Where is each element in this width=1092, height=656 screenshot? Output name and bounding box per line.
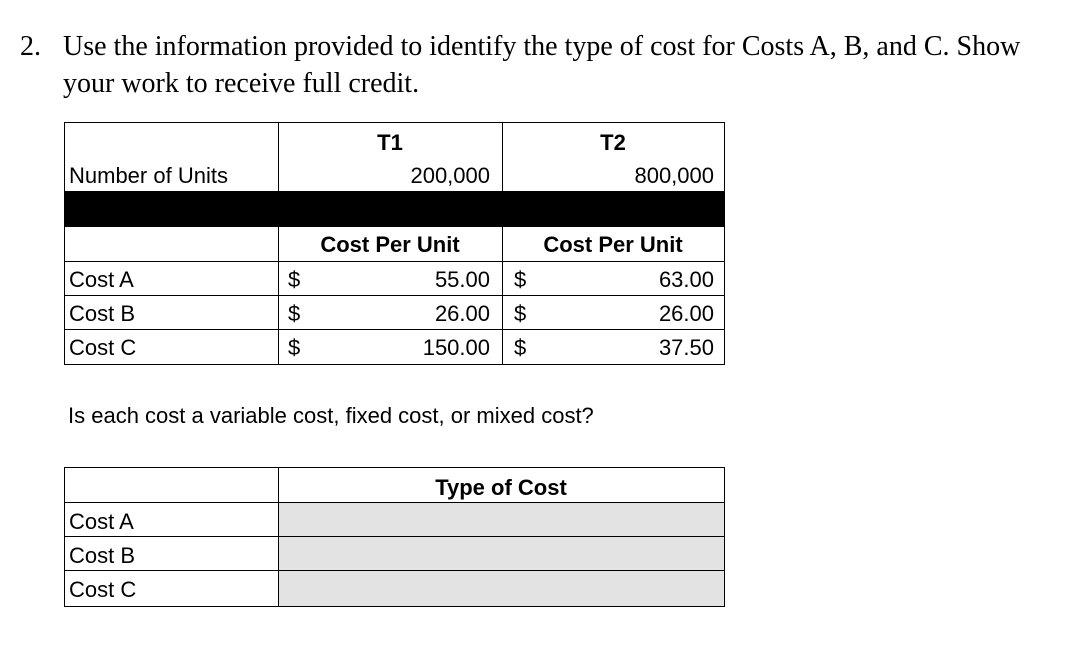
currency-symbol: $ bbox=[514, 335, 527, 360]
column-header-t2: T2 bbox=[600, 130, 626, 155]
table-line bbox=[64, 261, 725, 262]
answer-cell-cost-c[interactable] bbox=[279, 571, 724, 606]
table-line bbox=[64, 329, 725, 330]
row-label-cost-b: Cost B bbox=[69, 301, 136, 326]
cost-b-t1: 26.00 bbox=[434, 301, 490, 326]
table-line bbox=[64, 570, 725, 571]
cpu-header-t1: Cost Per Unit bbox=[320, 232, 460, 257]
currency-symbol: $ bbox=[288, 335, 301, 360]
table-border-top bbox=[64, 122, 725, 123]
column-header-type-of-cost: Type of Cost bbox=[435, 475, 567, 500]
cost-data-table bbox=[64, 122, 725, 365]
table-border-top bbox=[64, 467, 725, 468]
question-text: Use the information provided to identify the type of cost for Costs A, B, and C. Show your work to receive full credit. bbox=[63, 31, 1021, 99]
cost-c-t1: 150.00 bbox=[422, 335, 490, 360]
row-label-cost-c: Cost C bbox=[69, 335, 137, 360]
table-border-left bbox=[64, 122, 65, 365]
table-border-right bbox=[724, 467, 725, 607]
currency-symbol: $ bbox=[288, 267, 301, 292]
units-t1: 200,000 bbox=[410, 163, 490, 188]
cpu-header-t2: Cost Per Unit bbox=[543, 232, 683, 257]
currency-symbol: $ bbox=[514, 267, 527, 292]
row-label-cost-c: Cost C bbox=[69, 577, 137, 602]
type-of-cost-table bbox=[64, 467, 725, 607]
table-border-bottom bbox=[64, 606, 725, 607]
units-label: Number of Units bbox=[69, 163, 228, 188]
table-line bbox=[64, 502, 725, 503]
separator-bar bbox=[64, 191, 725, 226]
answer-cell-cost-a[interactable] bbox=[279, 503, 724, 536]
row-label-cost-b: Cost B bbox=[69, 543, 136, 568]
table-line bbox=[64, 536, 725, 537]
row-label-cost-a: Cost A bbox=[69, 509, 134, 534]
cost-a-t2: 63.00 bbox=[658, 267, 714, 292]
row-label-cost-a: Cost A bbox=[69, 267, 134, 292]
answer-cell-cost-b[interactable] bbox=[279, 537, 724, 570]
question-number: 2. bbox=[20, 31, 41, 62]
cost-a-t1: 55.00 bbox=[434, 267, 490, 292]
units-t2: 800,000 bbox=[634, 163, 714, 188]
cost-c-t2: 37.50 bbox=[658, 335, 714, 360]
table-border-right bbox=[724, 122, 725, 365]
currency-symbol: $ bbox=[514, 301, 527, 326]
table-border-bottom bbox=[64, 364, 725, 365]
currency-symbol: $ bbox=[288, 301, 301, 326]
prompt-text: Is each cost a variable cost, fixed cost, or mixed cost? bbox=[68, 403, 594, 428]
table-line bbox=[64, 226, 725, 227]
table-line bbox=[64, 295, 725, 296]
cost-b-t2: 26.00 bbox=[658, 301, 714, 326]
table-border-left bbox=[64, 467, 65, 607]
column-header-t1: T1 bbox=[377, 130, 403, 155]
